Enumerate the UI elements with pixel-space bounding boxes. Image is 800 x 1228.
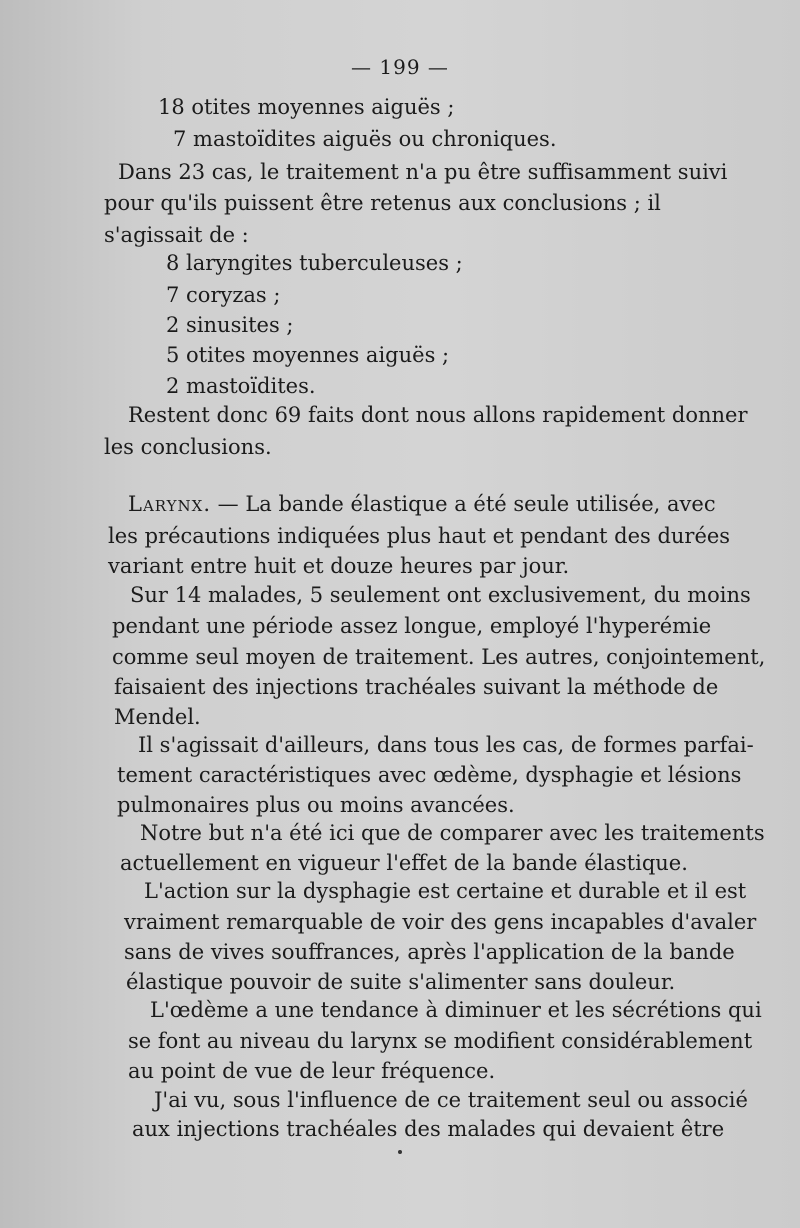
text-line: se font au niveau du larynx se modifient considérablement bbox=[128, 1029, 753, 1053]
text-line: variant entre huit et douze heures par jour. bbox=[108, 554, 570, 578]
text-line: 18 otites moyennes aiguës ; bbox=[158, 95, 455, 119]
text-line: sans de vives souffrances, après l'application de la bande bbox=[124, 940, 735, 964]
text-line: 7 mastoïdites aiguës ou chroniques. bbox=[173, 127, 557, 151]
text-line: J'ai vu, sous l'influence de ce traitement seul ou associé bbox=[154, 1088, 748, 1112]
list-item: 2 sinusites ; bbox=[166, 313, 294, 337]
text-line: Notre but n'a été ici que de comparer avec les traitements bbox=[140, 821, 765, 845]
text-line: Mendel. bbox=[114, 705, 201, 729]
list-item: 5 otites moyennes aiguës ; bbox=[166, 343, 450, 367]
text-line: Restent donc 69 faits dont nous allons rapidement donner bbox=[128, 403, 748, 427]
text-line: élastique pouvoir de suite s'alimenter sans douleur. bbox=[126, 970, 676, 994]
text-line: Sur 14 malades, 5 seulement ont exclusivement, du moins bbox=[130, 583, 751, 607]
text-line: au point de vue de leur fréquence. bbox=[128, 1059, 496, 1083]
list-item: 8 laryngites tuberculeuses ; bbox=[166, 251, 463, 275]
text-line: Dans 23 cas, le traitement n'a pu être suffisamment suivi bbox=[118, 160, 728, 184]
text-line: vraiment remarquable de voir des gens incapables d'avaler bbox=[124, 910, 757, 934]
text-line: comme seul moyen de traitement. Les autres, conjointement, bbox=[112, 645, 766, 669]
page-number: — 199 — bbox=[351, 55, 449, 79]
list-item: 7 coryzas ; bbox=[166, 283, 281, 307]
text-line: les conclusions. bbox=[104, 435, 272, 459]
text-line: les précautions indiquées plus haut et pendant des durées bbox=[108, 524, 731, 548]
section-heading-larynx: Larynx. bbox=[128, 492, 211, 516]
text-line: L'œdème a une tendance à diminuer et les sécrétions qui bbox=[150, 998, 762, 1022]
text-line: pendant une période assez longue, employé l'hyperémie bbox=[112, 614, 712, 638]
section-paragraph-start bbox=[128, 490, 716, 518]
text-span: — La bande élastique a été seule utilisée, avec bbox=[211, 492, 716, 516]
text-line: actuellement en vigueur l'effet de la bande élastique. bbox=[120, 851, 688, 875]
text-line: s'agissait de : bbox=[104, 223, 249, 247]
text-line: pour qu'ils puissent être retenus aux conclusions ; il bbox=[104, 191, 661, 215]
text-line: tement caractéristiques avec œdème, dysphagie et lésions bbox=[117, 763, 742, 787]
list-item: 2 mastoïdites. bbox=[166, 374, 316, 398]
text-line: aux injections trachéales des malades qui devaient être bbox=[132, 1117, 725, 1141]
text-line: L'action sur la dysphagie est certaine et durable et il est bbox=[144, 879, 747, 903]
text-line: Il s'agissait d'ailleurs, dans tous les cas, de formes parfai- bbox=[138, 733, 754, 757]
text-line: faisaient des injections trachéales suivant la méthode de bbox=[114, 675, 719, 699]
text-line: pulmonaires plus ou moins avancées. bbox=[117, 793, 515, 817]
ink-dot bbox=[398, 1150, 402, 1154]
